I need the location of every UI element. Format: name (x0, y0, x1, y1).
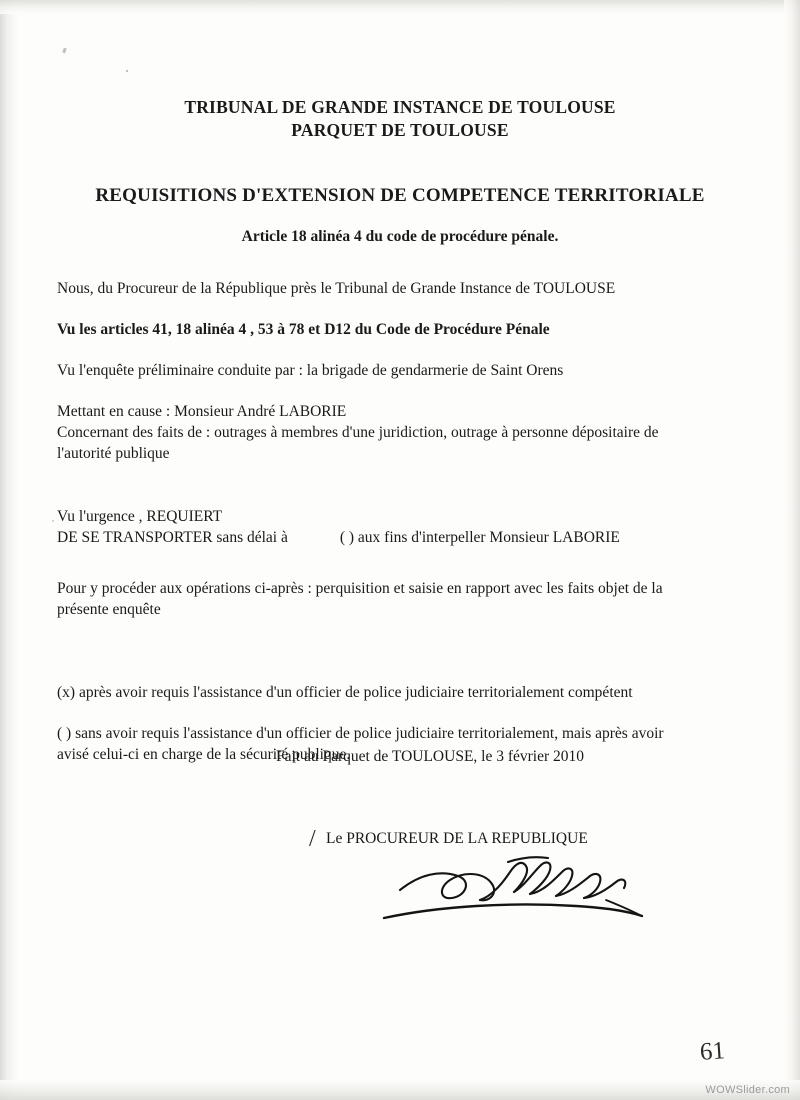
court-header-line-1: TRIBUNAL DE GRANDE INSTANCE DE TOULOUSE (184, 97, 616, 117)
spacer (57, 299, 687, 319)
spacer (57, 340, 687, 360)
paragraph-operations: Pour y procéder aux opérations ci-après : perquisition et saisie en rapport avec les faits objet de la présente enquête (57, 580, 663, 618)
document-subtitle: Article 18 alinéa 4 du code de procédure pénale. (241, 228, 559, 245)
closing-text: Fait au Parquet de TOULOUSE, le 3 février 2010 (275, 748, 585, 765)
paragraph-mise-en-cause: Mettant en cause : Monsieur André LABORIE (57, 403, 347, 420)
closing-line (0, 748, 800, 766)
court-header-line-2: PARQUET DE TOULOUSE (291, 120, 509, 140)
spacer (57, 381, 687, 401)
page-number-handwritten: 61 (699, 1037, 726, 1066)
paragraph-faits: Concernant des faits de : outrages à membres d'une juridiction, outrage à personne dépositaire de l'autorité publique (57, 424, 659, 462)
spacer (57, 464, 687, 506)
paragraph-articles: Vu les articles 41, 18 alinéa 4 , 53 à 78 et D12 du Code de Procédure Pénale (57, 321, 550, 338)
spacer (57, 703, 687, 723)
signature-label: Le PROCUREUR DE LA REPUBLIQUE (326, 830, 588, 847)
signature-block (300, 826, 720, 950)
signature-slash-mark: / (309, 826, 316, 852)
paragraph-urgence: Vu l'urgence , REQUIERT (57, 508, 223, 525)
spacer (57, 662, 687, 682)
court-header (0, 96, 800, 142)
option-with-assistance[interactable]: (x) après avoir requis l'assistance d'un officier de police judiciaire territorialement compétent (57, 684, 633, 701)
option-without-assistance[interactable]: ( ) sans avoir requis l'assistance d'un officier de police judiciaire territorialement, mais après avoir avisé celui-ci en charge de la sécurité publique. (57, 725, 664, 763)
paragraph-transport (57, 527, 687, 548)
document-text (57, 278, 687, 765)
paragraph-enquete: Vu l'enquête préliminaire conduite par : la brigade de gendarmerie de Saint Orens (57, 362, 564, 379)
document-title: REQUISITIONS D'EXTENSION DE COMPETENCE TERRITORIALE (95, 185, 705, 206)
handwritten-signature-icon (380, 844, 680, 939)
watermark-label: WOWSlider.com (705, 1084, 790, 1096)
transport-option-text: ( ) aux fins d'interpeller Monsieur LABORIE (339, 529, 620, 546)
spacer (57, 548, 687, 578)
paragraph-preamble: Nous, du Procureur de la République près le Tribunal de Grande Instance de TOULOUSE (57, 280, 616, 297)
transport-text: DE SE TRANSPORTER sans délai à (57, 529, 288, 546)
spacer (57, 620, 687, 662)
